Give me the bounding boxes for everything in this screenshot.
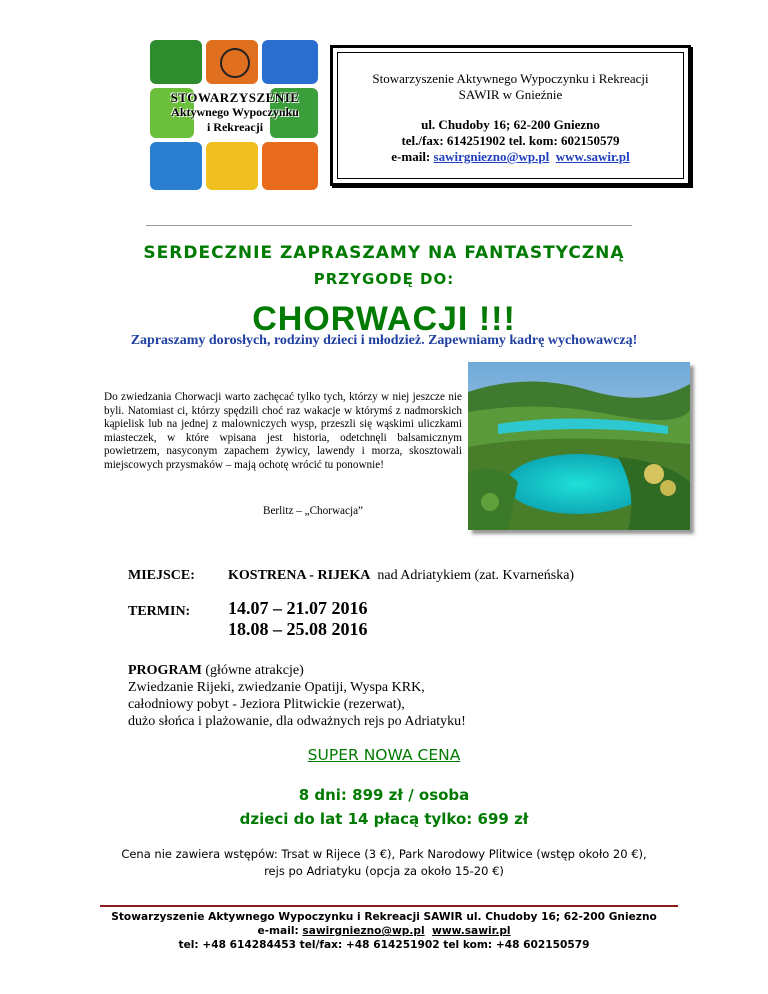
org-name-line-2: SAWIR w Gnieźnie xyxy=(458,87,563,102)
footer-email-label: e-mail: xyxy=(257,925,303,937)
invite-line-2: PRZYGODĘ DO: xyxy=(313,270,455,288)
place-value xyxy=(228,568,574,584)
program-label-note: (główne atrakcje) xyxy=(201,663,304,678)
invite-subtitle: Zapraszamy dorosłych, rodziny dzieci i młodzież. Zapewniamy kadrę wychowawczą! xyxy=(130,333,638,348)
logo-tile-basketball xyxy=(206,40,258,84)
divider xyxy=(146,225,632,226)
quote-text: Do zwiedzania Chorwacji warto zachęcać tylko tych, którzy w niej jeszcze nie byli. Natomiast ci, którzy spędzili choć raz wakacje w którymś z nadmorskich kąpielisk lub na jednej z malowniczych wysp, przeszli się wąskimi uliczkami miasteczek, w które wpisana jest historia, odetchnęli balsamicznym powietrzem, nasyconym zapachem żywicy, lawendy i morza, skosztowali miejscowych przysmaków – mają ochotę wrócić tu ponownie! xyxy=(104,391,462,471)
org-phones: tel./fax: 614251902 tel. kom: 602150579 xyxy=(401,133,620,148)
logo-line-1: STOWARZYSZENIE xyxy=(170,90,300,105)
footer-website-link[interactable]: www.sawir.pl xyxy=(432,925,511,937)
program-line-3: dużo słońca i plażowanie, dla odważnych rejs po Adriatyku! xyxy=(128,714,466,729)
invite-line-1: SERDECZNIE ZAPRASZAMY NA FANTASTYCZNĄ xyxy=(143,243,625,263)
logo-tile-football xyxy=(150,40,202,84)
price-note xyxy=(60,846,708,880)
footer-line-1: Stowarzyszenie Aktywnego Wypoczynku i Rekreacji SAWIR ul. Chudoby 16; 62-200 Gniezno xyxy=(111,911,657,923)
footer-email-link[interactable]: sawirgniezno@wp.pl xyxy=(302,925,425,937)
term-dates xyxy=(228,598,368,640)
logo-line-3: i Rekreacji xyxy=(206,120,264,134)
logo-tile-swimming xyxy=(150,142,202,190)
place-label: MIEJSCE: xyxy=(128,568,195,583)
logo-tile-kayak xyxy=(262,40,318,84)
footer-rule xyxy=(100,905,678,907)
logo-text xyxy=(152,90,318,135)
plitvice-lake-photo xyxy=(468,362,690,530)
price-children: dzieci do lat 14 płacą tylko: 699 zł xyxy=(239,810,529,828)
header-contact-box xyxy=(330,45,691,186)
email-label: e-mail: xyxy=(391,149,431,164)
email-link[interactable]: sawirgniezno@wp.pl xyxy=(433,149,550,164)
footer-line-2 xyxy=(60,924,708,938)
place-details: nad Adriatykiem (zat. Kvarneńska) xyxy=(370,568,575,583)
price-adult: 8 dni: 899 zł / osoba xyxy=(298,786,470,804)
program-section xyxy=(128,662,466,730)
logo-tile-waterpolo xyxy=(262,142,318,190)
org-contact-line xyxy=(338,149,683,165)
org-address: ul. Chudoby 16; 62-200 Gniezno xyxy=(421,117,600,132)
place-name: KOSTRENA - RIJEKA xyxy=(228,568,371,583)
program-line-2: całodniowy pobyt - Jeziora Plitwickie (rezerwat), xyxy=(128,697,405,712)
program-label: PROGRAM xyxy=(128,663,202,678)
logo-tile-backpack xyxy=(206,142,258,190)
price-note-line-1: Cena nie zawiera wstępów: Trsat w Rijece (3 €), Park Narodowy Plitwice (wstęp około 20 €), xyxy=(121,847,647,861)
price-headline-text: SUPER NOWA CENA xyxy=(307,746,461,764)
website-link[interactable]: www.sawir.pl xyxy=(555,149,630,164)
quote-source: Berlitz – „Chorwacja” xyxy=(262,505,364,517)
term-label: TERMIN: xyxy=(128,604,191,619)
logo-line-2: Aktywnego Wypoczynku xyxy=(171,105,299,119)
price-headline xyxy=(0,746,768,764)
price-note-line-2: rejs po Adriatyku (opcja za około 15-20 €) xyxy=(264,864,504,878)
page-title: CHORWACJI !!! xyxy=(252,300,516,338)
sawir-logo xyxy=(150,40,320,190)
footer xyxy=(60,910,708,952)
program-line-1: Zwiedzanie Rijeki, zwiedzanie Opatiji, Wyspa KRK, xyxy=(128,680,425,695)
date-range-2: 18.08 – 25.08 2016 xyxy=(228,619,368,639)
org-name-line-1: Stowarzyszenie Aktywnego Wypoczynku i Rekreacji xyxy=(372,71,649,86)
footer-line-3: tel: +48 614284453 tel/fax: +48 614251902 tel kom: +48 602150579 xyxy=(178,939,590,951)
date-range-1: 14.07 – 21.07 2016 xyxy=(228,598,368,618)
